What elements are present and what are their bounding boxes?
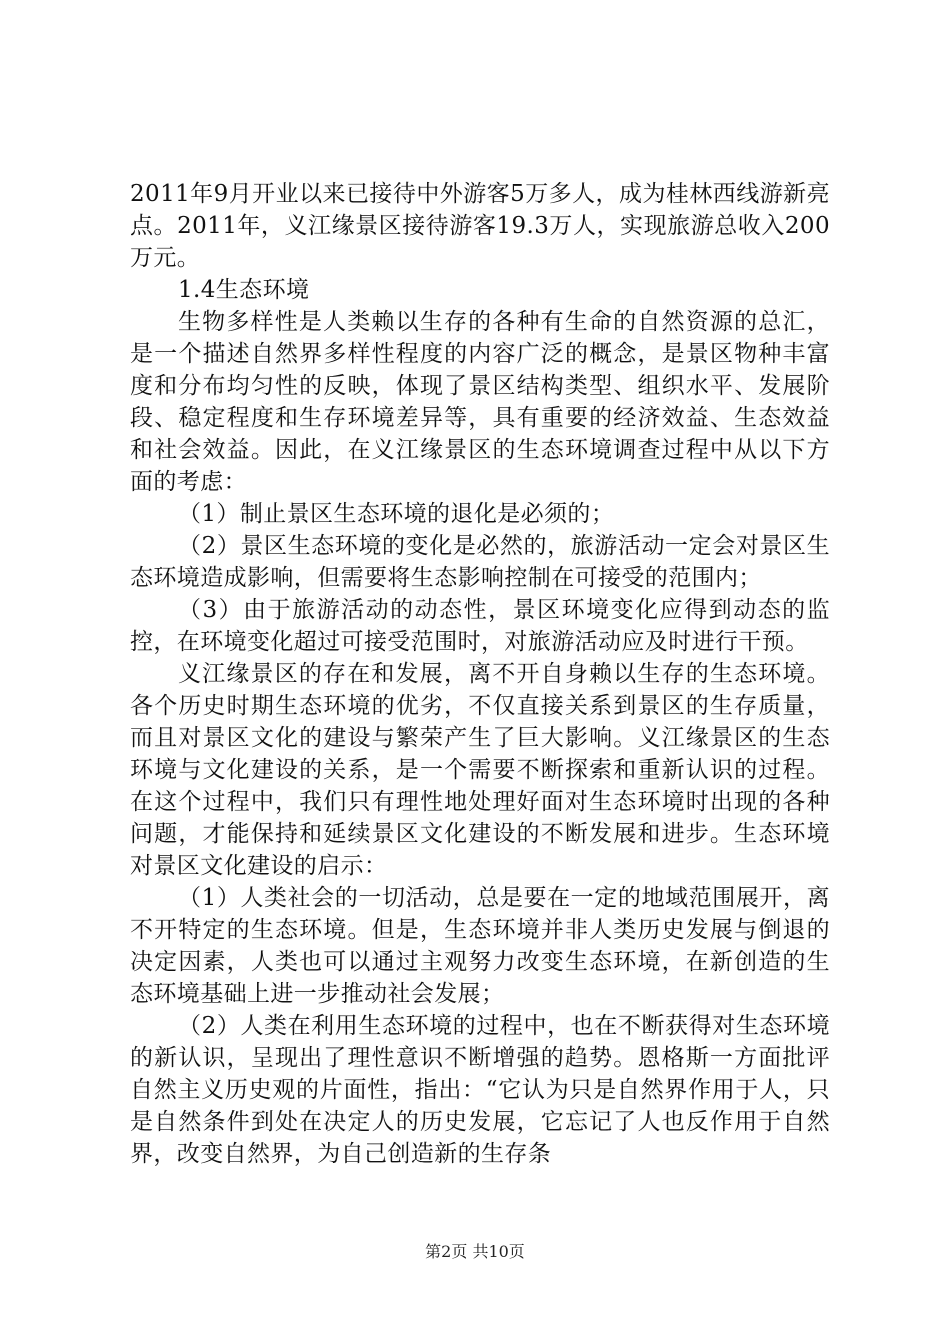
document-body — [130, 178, 830, 1170]
page-footer — [0, 1242, 950, 1262]
list-item-insight-1: （1）人类社会的一切活动，总是要在一定的地域范围展开，离不开特定的生态环境。但是，生态环境并非人类历史发展与倒退的决定因素，人类也可以通过主观努力改变生态环境，在新创造的生态环境基础上进一步推动社会发展； — [130, 885, 830, 1007]
list-item-insight-2: （2）人类在利用生态环境的过程中，也在不断获得对生态环境的新认识，呈现出了理性意识不断增强的趋势。恩格斯一方面批评自然主义历史观的片面性，指出：“它认为只是自然界作用于人，只是自然条件到处在决定人的历史发展，它忘记了人也反作用于自然界，改变自然界，为自己创造新的生存条 — [130, 1013, 830, 1167]
section-heading: 1.4生态环境 — [178, 277, 310, 303]
paragraph-development: 义江缘景区的存在和发展，离不开自身赖以生存的生态环境。各个历史时期生态环境的优劣，不仅直接关系到景区的生存质量，而且对景区文化的建设与繁荣产生了巨大影响。义江缘景区的生态环境与文化建设的关系，是一个需要不断探索和重新认识的过程。在这个过程中，我们只有理性地处理好面对生态环境时出现的各种问题，才能保持和延续景区文化建设的不断发展和进步。生态环境对景区文化建设的启示： — [130, 661, 830, 879]
list-item-3: （3）由于旅游活动的动态性，景区环境变化应得到动态的监控，在环境变化超过可接受范围时，对旅游活动应及时进行干预。 — [130, 597, 830, 655]
paragraph-biodiversity: 生物多样性是人类赖以生存的各种有生命的自然资源的总汇，是一个描述自然界多样性程度的内容广泛的概念，是景区物种丰富度和分布均匀性的反映，体现了景区结构类型、组织水平、发展阶段、稳定程度和生存环境差异等，具有重要的经济效益、生态效益和社会效益。因此，在义江缘景区的生态环境调查过程中从以下方面的考虑： — [130, 309, 830, 495]
page-number: 第2页 共10页 — [425, 1242, 525, 1261]
paragraph-continuation: 2011年9月开业以来已接待中外游客5万多人，成为桂林西线游新亮点。2011年，义江缘景区接待游客19.3万人，实现旅游总收入200万元。 — [130, 181, 830, 271]
list-item-2: （2）景区生态环境的变化是必然的，旅游活动一定会对景区生态环境造成影响，但需要将生态影响控制在可接受的范围内； — [130, 533, 830, 591]
list-item-1: （1）制止景区生态环境的退化是必须的； — [178, 501, 615, 527]
